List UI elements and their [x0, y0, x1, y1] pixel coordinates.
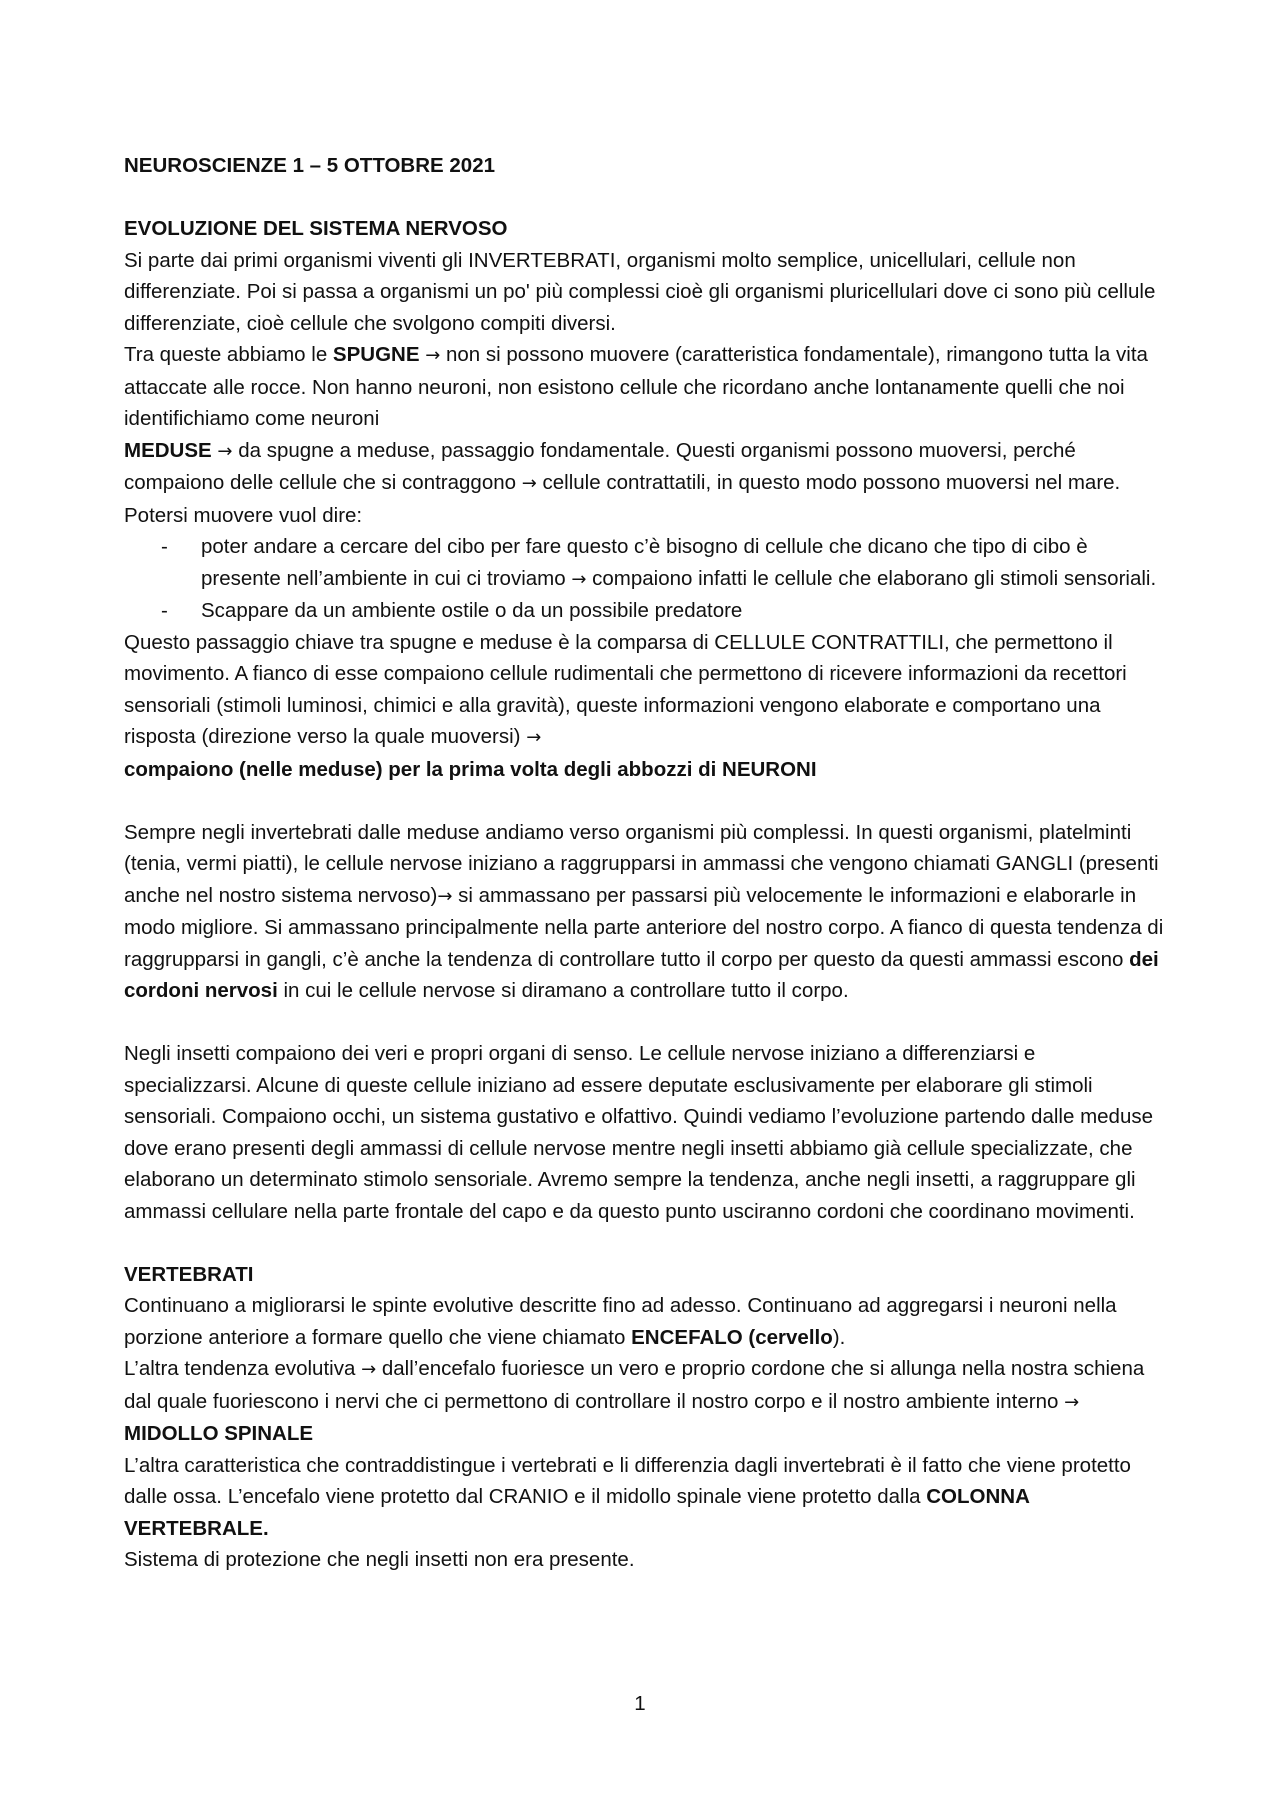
- paragraph-insetti: Negli insetti compaiono dei veri e propri organi di senso. Le cellule nervose iniziano a differenziarsi e specializzarsi. Alcune di queste cellule iniziano ad essere deputate esclusivamente per elaborare gli stimoli sensoriali. Compaiono occhi, un sistema gustativo e olfattivo. Quindi vediamo l’evoluzione partendo dalle meduse dove erano presenti degli ammassi di cellule nervose mentre negli insetti abbiamo già cellule specializzate, che elaborano un determinato stimolo sensoriale. Avremo sempre la tendenza, anche negli insetti, a raggruppare gli ammassi cellulare nella parte frontale del capo e da questo punto usciranno cordoni che coordinano movimenti.: [124, 1042, 1153, 1223]
- term-encefalo: ENCEFALO (cervello: [631, 1325, 833, 1349]
- bullet-list: [124, 531, 1164, 627]
- arrow-icon: →: [437, 885, 453, 907]
- paragraph-intro: Si parte dai primi organismi viventi gli INVERTEBRATI, organismi molto semplice, unicellulari, cellule non differenziate. Poi si passa a organismi un po' più complessi cioè gli organismi pluricellulari dove ci sono più cellule differenziate, cioè cellule che svolgono compiti diversi.: [124, 248, 1156, 335]
- arrow-icon: →: [526, 727, 542, 748]
- paragraph-protezione: L’altra caratteristica che contraddistingue i vertebrati e li differenzia dagli invertebrati è il fatto che viene protetto dalle ossa. L’encefalo viene protetto dal CRANIO e il midollo spinale viene protetto dalla COLONNA VERTEBRALE.: [124, 1453, 1131, 1540]
- list-item: - poter andare a cercare del cibo per fare questo c’è bisogno di cellule che dicano che tipo di cibo è presente nell’ambiente in cui ci troviamo → compaiono infatti le cellule che elaborano gli stimoli sensoriali.: [124, 531, 1164, 595]
- term-colonna-vertebrale: COLONNA VERTEBRALE.: [124, 1485, 1030, 1540]
- paragraph-encefalo: Continuano a migliorarsi le spinte evolutive descritte fino ad adesso. Continuano ad aggregarsi i neuroni nella porzione anteriore a formare quello che viene chiamato ENCEFALO (cervello).: [124, 1294, 1117, 1349]
- section-heading-vertebrati: VERTEBRATI: [124, 1262, 254, 1286]
- section-heading-evoluzione: EVOLUZIONE DEL SISTEMA NERVOSO: [124, 217, 508, 240]
- paragraph-cellule-contrattili: Questo passaggio chiave tra spugne e meduse è la comparsa di CELLULE CONTRATTILI, che permettono il movimento. A fianco di esse compaiono cellule rudimentali che permettono di ricevere informazioni da recettori sensoriali (stimoli luminosi, chimici e alla gravità), queste informazioni vengono elaborate e comportano una risposta (direzione verso la quale muoversi) → compaiono (nelle meduse) per la prima volta degli abbozzi di NEURONI: [124, 630, 1127, 781]
- arrow-icon: →: [217, 440, 233, 462]
- term-meduse: MEDUSE: [124, 438, 212, 462]
- document-page: [124, 150, 1164, 1576]
- term-cordoni-nervosi: dei cordoni nervosi: [124, 947, 1159, 1002]
- paragraph-midollo: L’altra tendenza evolutiva → dall’encefalo fuoriesce un vero e proprio cordone che si allunga nella nostra schiena dal quale fuoriescono i nervi che ci permettono di controllare il nostro corpo e il nostro ambiente interno → MIDOLLO SPINALE: [124, 1357, 1145, 1445]
- list-item: - Scappare da un ambiente ostile o da un possibile predatore: [124, 595, 1164, 627]
- paragraph-spugne: Tra queste abbiamo le SPUGNE → non si possono muovere (caratteristica fondamentale), rimangono tutta la vita attaccate alle rocce. Non hanno neuroni, non esistono cellule che ricordano anche lontanamente quelli che noi identifichiamo come neuroni: [124, 343, 1148, 430]
- paragraph-meduse: MEDUSE → da spugne a meduse, passaggio fondamentale. Questi organismi possono muoversi, perché compaiono delle cellule che si contraggono → cellule contrattatili, in questo modo possono muoversi nel mare. Potersi muovere vuol dire:: [124, 438, 1121, 527]
- arrow-icon: →: [361, 1359, 377, 1380]
- paragraph-gangli: Sempre negli invertebrati dalle meduse andiamo verso organismi più complessi. In questi organismi, platelminti (tenia, vermi piatti), le cellule nervose iniziano a raggrupparsi in ammassi che vengono chiamati GANGLI (presenti anche nel nostro sistema nervoso)→ si ammassano per passarsi più velocemente le informazioni e elaborarle in modo migliore. Si ammassano principalmente nella parte anteriore del nostro corpo. A fianco di questa tendenza di raggrupparsi in gangli, c’è anche la tendenza di controllare tutto il corpo per questo da questi ammassi escono dei cordoni nervosi in cui le cellule nervose si diramano a controllare tutto il corpo.: [124, 820, 1164, 1002]
- arrow-icon: →: [425, 345, 441, 366]
- arrow-icon: →: [1064, 1391, 1080, 1413]
- paragraph-conclusione: Sistema di protezione che negli insetti non era presente.: [124, 1548, 635, 1571]
- document-title: NEUROSCIENZE 1 – 5 OTTOBRE 2021: [124, 154, 496, 177]
- key-statement-neuroni: compaiono (nelle meduse) per la prima volta degli abbozzi di NEURONI: [124, 757, 817, 781]
- arrow-icon: →: [571, 568, 587, 590]
- term-midollo-spinale: MIDOLLO SPINALE: [124, 1422, 314, 1445]
- term-spugne: SPUGNE: [332, 343, 420, 366]
- arrow-icon: →: [521, 473, 537, 494]
- page-number: 1: [634, 1692, 646, 1715]
